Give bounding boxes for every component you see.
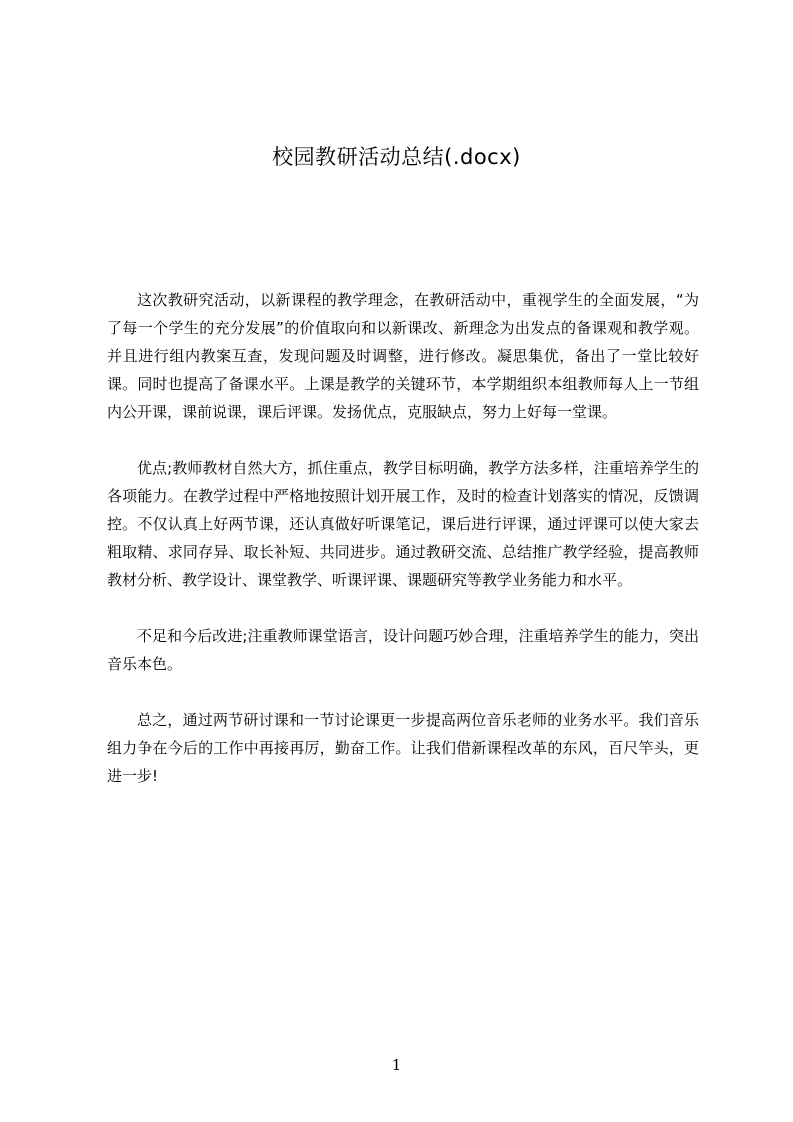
document-body	[107, 286, 699, 818]
paragraph-intro: 这次教研究活动，以新课程的教学理念，在教研活动中，重视学生的全面发展，“为了每一个学生的充分发展”的价值取向和以新课改、新理念为出发点的备课观和教学观。并且进行组内教案互查，发现问题及时调整，进行修改。凝思集优，备出了一堂比较好课。同时也提高了备课水平。上课是教学的关键环节，本学期组织本组教师每人上一节组内公开课，课前说课，课后评课。发扬优点，克服缺点，努力上好每一堂课。	[107, 291, 699, 421]
page-number: 1	[391, 1056, 402, 1074]
paragraph-strengths: 优点;教师教材自然大方，抓住重点，教学目标明确，教学方法多样，注重培养学生的各项能力。在教学过程中严格地按照计划开展工作，及时的检查计划落实的情况，反馈调控。不仅认真上好两节课，还认真做好听课笔记，课后进行评课，通过评课可以使大家去粗取精、求同存异、取长补短、共同进步。通过教研交流、总结推广教学经验，提高教师教材分析、教学设计、课堂教学、听课评课、课题研究等教学业务能力和水平。	[107, 459, 699, 589]
document-title: 校园教研活动总结(.docx)	[272, 145, 521, 169]
paragraph-conclusion: 总之，通过两节研讨课和一节讨论课更一步提高两位音乐老师的业务水平。我们音乐组力争在今后的工作中再接再厉，勤奋工作。让我们借新课程改革的东风，百尺竿头，更进一步!	[107, 711, 699, 785]
paragraph-improvements: 不足和今后改进;注重教师课堂语言，设计问题巧妙合理，注重培养学生的能力，突出音乐本色。	[107, 627, 699, 673]
